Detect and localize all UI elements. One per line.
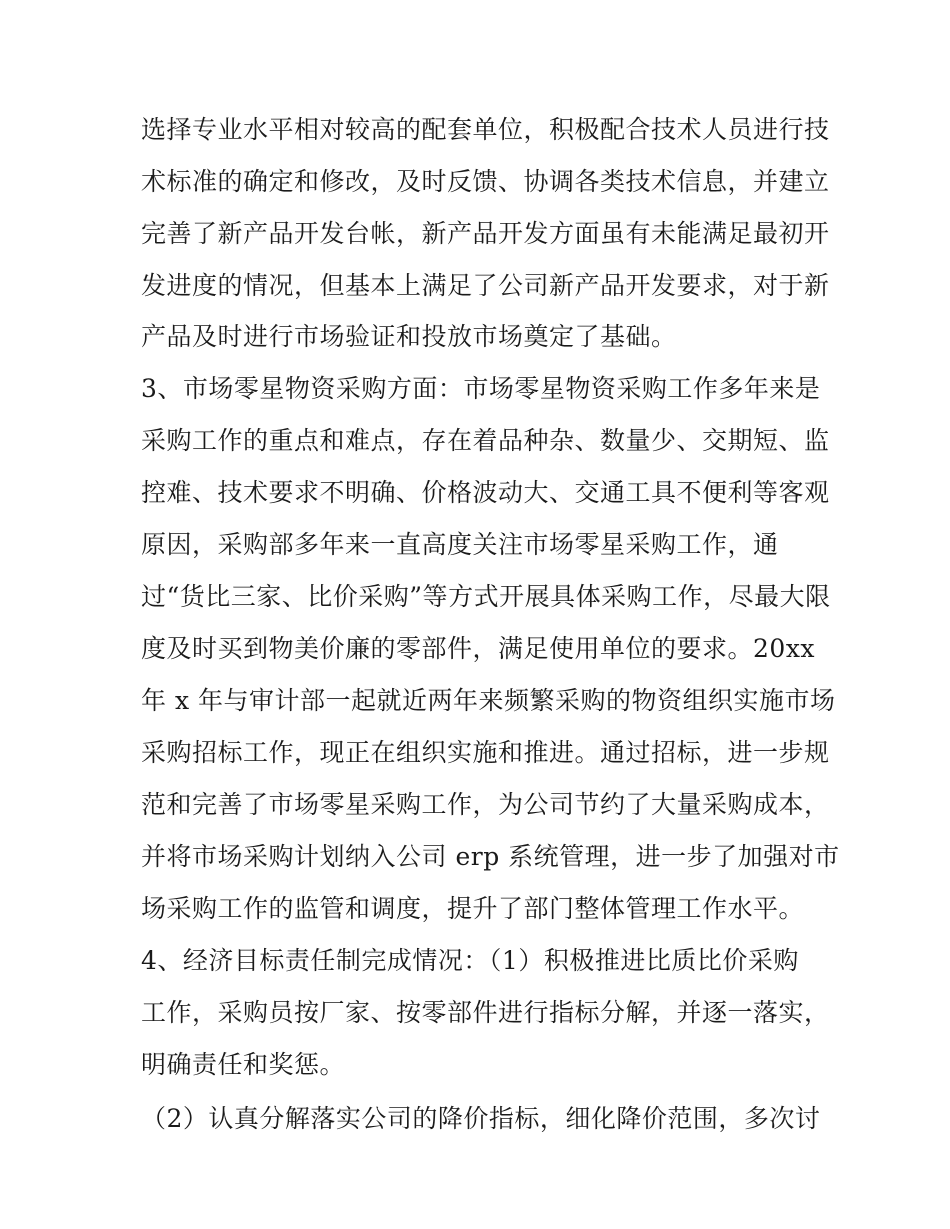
paragraph-line: 控难、技术要求不明确、价格波动大、交通工具不便利等客观 <box>141 478 830 507</box>
paragraph-line: 过“货比三家、比价采购”等方式开展具体采购工作，尽最大限 <box>141 582 831 611</box>
paragraph-line: 产品及时进行市场验证和投放市场奠定了基础。 <box>141 322 677 351</box>
paragraph-line: 明确责任和奖惩。 <box>141 1050 346 1079</box>
paragraph-line: 3、市场零星物资采购方面：市场零星物资采购工作多年来是 <box>141 374 821 403</box>
paragraph-line: 术标准的确定和修改，及时反馈、协调各类技术信息，并建立 <box>141 167 830 196</box>
paragraph-line: 工作，采购员按厂家、按零部件进行指标分解，并逐一落实， <box>141 998 830 1027</box>
paragraph-line: 度及时买到物美价廉的零部件，满足使用单位的要求。20xx <box>141 634 816 663</box>
paragraph-line: 发进度的情况，但基本上满足了公司新产品开发要求，对于新 <box>141 271 830 300</box>
paragraph-line: 并将市场采购计划纳入公司 erp 系统管理，进一步了加强对市 <box>141 842 840 871</box>
paragraph-line: 采购工作的重点和难点，存在着品种杂、数量少、交期短、监 <box>141 426 830 455</box>
paragraph-line: 原因，采购部多年来一直高度关注市场零星采购工作，通 <box>141 530 779 559</box>
paragraph-line: 年 x 年与审计部一起就近两年来频繁采购的物资组织实施市场 <box>141 686 836 715</box>
paragraph-line: 选择专业水平相对较高的配套单位，积极配合技术人员进行技 <box>141 115 830 144</box>
paragraph-line: （2）认真分解落实公司的降价指标，细化降价范围，多次讨 <box>141 1104 821 1133</box>
paragraph-line: 范和完善了市场零星采购工作，为公司节约了大量采购成本， <box>141 790 830 819</box>
paragraph-line: 场采购工作的监管和调度，提升了部门整体管理工作水平。 <box>141 894 805 923</box>
paragraph-line: 采购招标工作，现正在组织实施和推进。通过招标，进一步规 <box>141 738 830 767</box>
paragraph-line: 完善了新产品开发台帐，新产品开发方面虽有未能满足最初开 <box>141 219 830 248</box>
paragraph-line: 4、经济目标责任制完成情况：（1）积极推进比质比价采购 <box>141 946 799 975</box>
